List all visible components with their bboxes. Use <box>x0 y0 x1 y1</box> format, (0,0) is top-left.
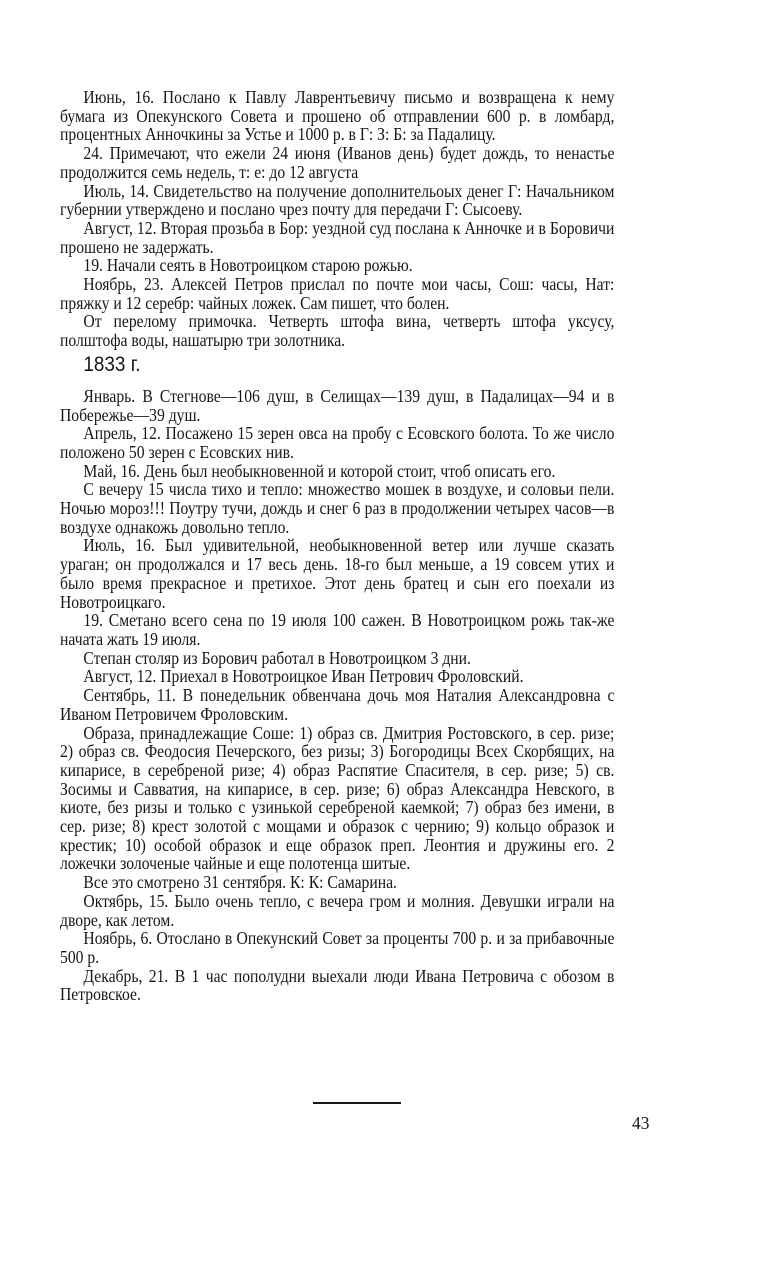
entry-paragraph: Август, 12. Приехал в Новотроицкое Иван Петрович Фроловский. <box>83 666 524 687</box>
entry-paragraph: Ноябрь, 23. Алексей Петров прислал по почте мои часы, Сош: часы, Нат: пряжку и 12 серебр: чайных ложек. Сам пишет, что болен. <box>60 274 615 313</box>
entry-paragraph: Июль, 14. Свидетельство на получение дополнительоых денег Г: Начальником губернии утверждено и послано чрез почту для передачи Г: Сысоеву. <box>60 180 615 220</box>
entry-paragraph: Ноябрь, 6. Отослано в Опекунский Совет за проценты 700 р. и за прибавочные 500 р. <box>60 928 615 967</box>
entry-paragraph: Степан столяр из Борович работал в Новотроицком 3 дни. <box>83 647 471 668</box>
page-number: 43 <box>632 1113 650 1133</box>
entry-paragraph: Апрель, 12. Посажено 15 зерен овса на пробу с Есовского болота. То же число положено 50 зерен с Есовских нив. <box>60 423 615 462</box>
entry-paragraph: Январь. В Стегнове—106 душ, в Селищах—139 душ, в Падалицах—94 и в Побережье—39 душ. <box>60 385 615 425</box>
entry-paragraph: Июль, 16. Был удивительной, необыкновенной ветер или лучше сказать ураган; он продолжался и 17 весь день. 18-го был меньше, а 19 совсем утих и было время прекрасное и претихое. Этот день братец и сын его поехали из Новотроицкаго. <box>60 535 615 612</box>
entry-paragraph: Июнь, 16. Послано к Павлу Лаврентьевичу письмо и возвращена к нему бумага из Опекунского Совета и прошено об отправлении 600 р. в ломбард, процентных Анночкины за Устье и 1000 р. в Г: З: Б: за Падалицу. <box>60 87 615 145</box>
entry-paragraph: С вечеру 15 числа тихо и тепло: множество мошек в воздухе, и соловьи пели. Ночью мороз!!! Поутру тучи, дождь и снег 6 раз в продолжении четырех часов—в воздухе однакожь довольно тепло. <box>60 479 615 537</box>
entry-paragraph: От перелому примочка. Четверть штофа вина, четверть штофа уксусу, полштофа воды, нашатырю три золотника. <box>60 311 615 351</box>
section-end-rule <box>313 1102 401 1104</box>
entry-paragraph: Август, 12. Вторая прозьба в Бор: уездной суд послана к Анночке и в Боровичи прошено не задержать. <box>60 217 615 257</box>
entry-paragraph: 19. Сметано всего сена по 19 июля 100 сажен. В Новотроицком рожь так-же начата жать 19 июля. <box>60 610 615 649</box>
entry-paragraph: Сентябрь, 11. В понедельник обвенчана дочь моя Наталия Александровна с Иваном Петровичем Фроловским. <box>60 685 615 724</box>
entry-paragraph: 19. Начали сеять в Новотроицком старою рожью. <box>83 255 413 276</box>
page-text <box>60 88 614 1004</box>
entry-paragraph: Декабрь, 21. В 1 час пополудни выехали люди Ивана Петровича с обозом в Петровское. <box>60 965 615 1005</box>
entry-paragraph: Октябрь, 15. Было очень тепло, с вечера гром и молния. Девушки играли на дворе, как летом. <box>60 890 615 930</box>
entry-paragraph: 24. Примечают, что ежели 24 июня (Иванов день) будет дождь, то ненастье продолжится семь недель, т: е: до 12 августа <box>60 143 615 182</box>
entry-paragraph: Образа, принадлежащие Соше: 1) образ св. Дмитрия Ростовского, в сер. ризе; 2) образ св. Феодосия Печерского, без ризы; 3) Богородицы Всех Скорбящих, на кипарисе, в серебреной ризе; 4) образ Распятие Спасителя, в сер. ризе; 5) св. Зосимы и Савватия, на кипарисе, в сер. ризе; 6) образ Александра Невского, в киоте, без ризы и только с узинькой серебреной каемкой; 7) образ без имени, в сер. ризе; 8) крест золотой с мощами и образок с чернию; 9) кольцо образок и крестик; 10) особой образок и еще образок преп. Леонтия и дружины его. 2 ложечки золоченые чайные и еще полотенца шитые. <box>60 722 615 874</box>
entry-paragraph: Все это смотрено 31 сентября. К: К: Самарина. <box>83 872 397 893</box>
entry-paragraph: Май, 16. День был необыкновенной и которой стоит, чтоб описать его. <box>83 460 556 481</box>
year-heading: 1833 г. <box>83 352 141 376</box>
